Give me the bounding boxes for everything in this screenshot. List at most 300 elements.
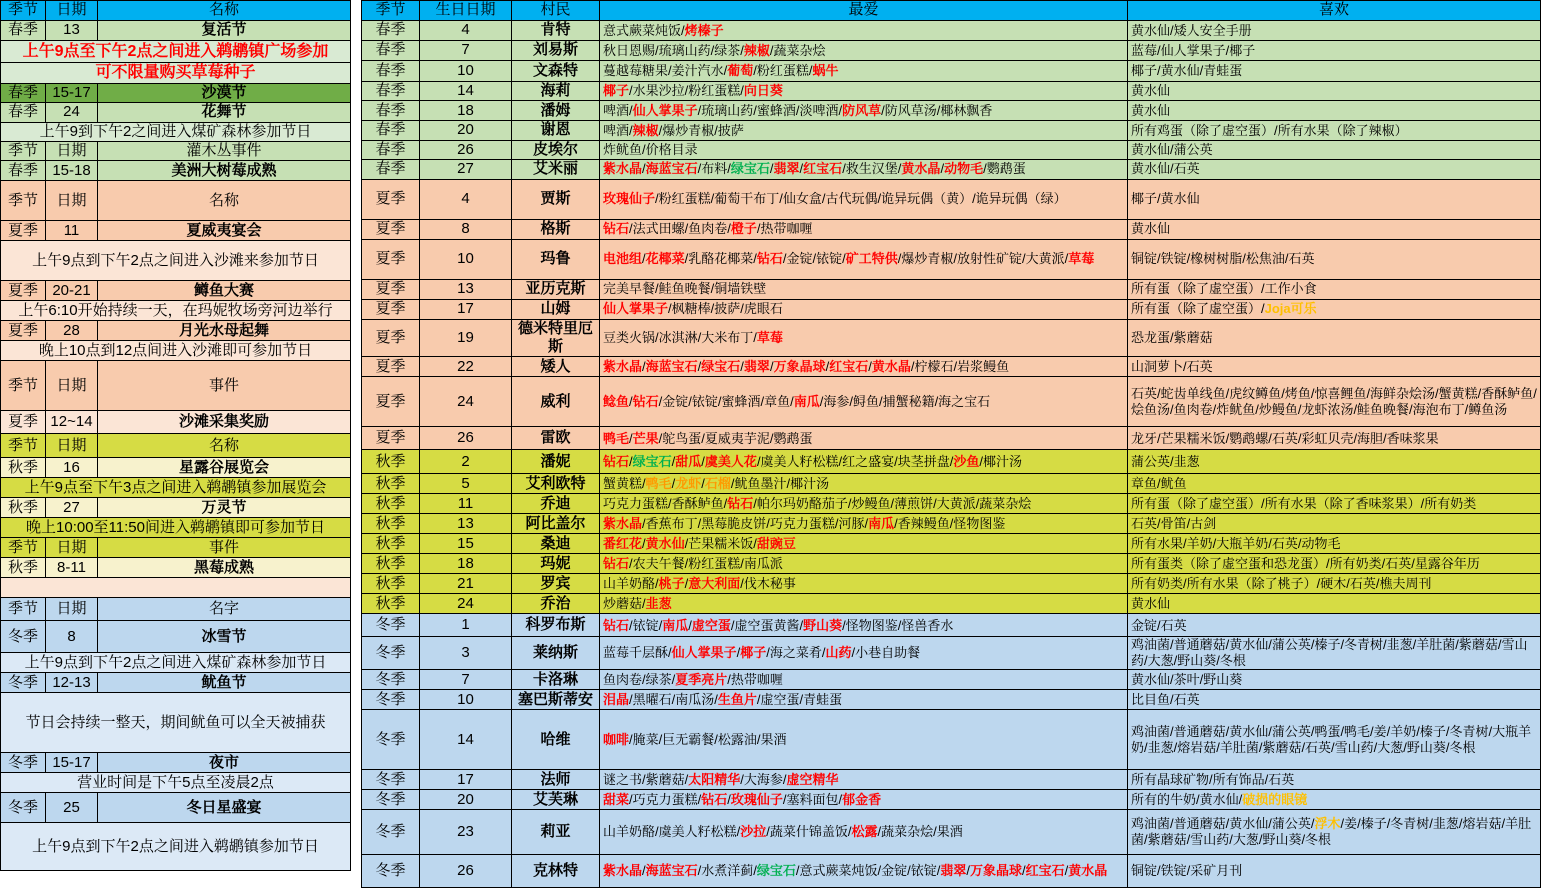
cell-likes[interactable] (1128, 637, 1541, 670)
cell-villager[interactable]: 艾芙琳 (512, 790, 600, 810)
cell-villager[interactable]: 克林特 (512, 855, 600, 888)
cell-date[interactable]: 15-17 (46, 83, 98, 102)
highlighted-item: 泪晶 (603, 691, 630, 707)
festival-note-cell[interactable]: 上午9点至下午3点之间进入鹈鹕镇参加展览会 (1, 478, 351, 498)
cell-festival-name[interactable]: 灌木丛事件 (98, 142, 351, 161)
cell-birthday[interactable]: 14 (420, 710, 512, 770)
cell-season[interactable]: 夏季 (362, 377, 420, 427)
cell-season[interactable]: 冬季 (362, 770, 420, 790)
cell-birthday[interactable]: 13 (420, 279, 512, 299)
cell-birthday[interactable]: 20 (420, 121, 512, 140)
cell-likes[interactable] (1128, 855, 1541, 888)
cell-date[interactable]: 12~14 (46, 411, 98, 434)
cell-loves[interactable] (600, 637, 1128, 670)
highlighted-item: 浮木 (1314, 816, 1341, 832)
highlighted-item: 橙子 (730, 221, 757, 237)
cell-season[interactable]: 冬季 (1, 621, 46, 653)
cell-date[interactable]: 15-18 (46, 161, 98, 181)
cell-birthday[interactable]: 10 (420, 239, 512, 279)
villager-row (362, 450, 1541, 474)
cell-likes[interactable] (1128, 219, 1541, 239)
cell-likes[interactable] (1128, 494, 1541, 514)
cell-villager[interactable]: 潘姆 (512, 101, 600, 121)
festival-note-cell[interactable]: 上午9点到下午2点之间进入煤矿森林参加节日 (1, 653, 351, 673)
cell-villager[interactable]: 格斯 (512, 219, 600, 239)
cell-likes[interactable] (1128, 357, 1541, 377)
cell-birthday[interactable]: 17 (420, 770, 512, 790)
cell-date[interactable]: 日期 (46, 142, 98, 161)
cell-likes[interactable] (1128, 474, 1541, 494)
cell-festival-name[interactable]: 事件 (98, 538, 351, 558)
cell-festival-name[interactable]: 沙漠节 (98, 83, 351, 102)
cell-festival-name[interactable]: 鱿鱼节 (98, 673, 351, 693)
item-text: / (629, 430, 633, 446)
cell-season[interactable]: 夏季 (362, 279, 420, 299)
item-text: / (769, 161, 774, 177)
festival-note-cell[interactable]: 节日会持续一整天，期间鱿鱼可以全天被捕获 (1, 693, 351, 753)
cell-likes[interactable] (1128, 514, 1541, 534)
cell-villager[interactable]: 文森特 (512, 61, 600, 82)
cell-birthday[interactable]: 18 (420, 101, 512, 121)
cell-season[interactable]: 春季 (1, 161, 46, 181)
cell-villager[interactable]: 阿比盖尔 (512, 514, 600, 534)
item-text: 黄水仙/石英 (1131, 161, 1200, 177)
cell-festival-name[interactable]: 花舞节 (98, 102, 351, 122)
cell-birthday[interactable]: 26 (420, 427, 512, 450)
highlighted-item: 绿宝石 (756, 863, 796, 879)
cell-likes[interactable] (1128, 179, 1541, 219)
villager-row (362, 140, 1541, 159)
cell-date[interactable]: 日期 (46, 181, 98, 221)
highlighted-item: 破损的眼镜 (1242, 791, 1308, 807)
highlighted-item: 翡翠 (773, 161, 800, 177)
cell-loves[interactable] (600, 855, 1128, 888)
cell-season[interactable]: 冬季 (362, 614, 420, 637)
cell-season[interactable]: 秋季 (1, 558, 46, 578)
cell-birthday[interactable]: 2 (420, 450, 512, 474)
cell-villager[interactable]: 乔迪 (512, 494, 600, 514)
item-text: 鱼肉卷/绿茶/ (603, 671, 676, 687)
highlighted-item: 翡翠 (743, 359, 770, 375)
item-text: 所有蛋（除了虚空蛋）/ (1131, 301, 1265, 317)
cell-birthday[interactable]: 3 (420, 637, 512, 670)
cell-season[interactable]: 秋季 (362, 450, 420, 474)
cell-festival-name[interactable]: 名称 (98, 181, 351, 221)
cell-villager[interactable]: 玛妮 (512, 554, 600, 574)
cell-season[interactable]: 季节 (1, 434, 46, 458)
header-villager[interactable]: 村民 (512, 1, 600, 21)
cell-season[interactable]: 秋季 (362, 554, 420, 574)
cell-likes[interactable] (1128, 279, 1541, 299)
cell-loves[interactable] (600, 41, 1128, 61)
villager-row (362, 614, 1541, 637)
cell-villager[interactable]: 海莉 (512, 82, 600, 101)
cell-season[interactable]: 季节 (1, 181, 46, 221)
highlighted-item: 矿工特供 (845, 251, 898, 267)
cell-birthday[interactable]: 1 (420, 614, 512, 637)
cell-loves[interactable] (600, 770, 1128, 790)
cell-birthday[interactable]: 4 (420, 21, 512, 41)
cell-villager[interactable]: 罗宾 (512, 574, 600, 594)
cell-season[interactable]: 冬季 (362, 637, 420, 670)
cell-season[interactable]: 春季 (1, 83, 46, 102)
cell-likes[interactable] (1128, 810, 1541, 855)
header-likes[interactable]: 喜欢 (1128, 1, 1541, 21)
cell-likes[interactable] (1128, 121, 1541, 140)
festival-row (1, 102, 351, 122)
cell-villager[interactable]: 莉亚 (512, 810, 600, 855)
cell-loves[interactable] (600, 494, 1128, 514)
highlighted-item: 仙人掌果子 (671, 645, 737, 661)
cell-season[interactable]: 冬季 (362, 690, 420, 710)
cell-season[interactable]: 季节 (1, 1, 46, 21)
cell-season[interactable]: 季节 (1, 598, 46, 621)
cell-festival-name[interactable]: 黑莓成熟 (98, 558, 351, 578)
cell-date[interactable]: 25 (46, 793, 98, 823)
cell-season[interactable]: 夏季 (1, 281, 46, 301)
item-text: /爆炒青椒/披萨 (658, 122, 744, 138)
cell-season[interactable]: 秋季 (362, 514, 420, 534)
cell-season[interactable]: 春季 (362, 121, 420, 140)
cell-villager[interactable]: 潘妮 (512, 450, 600, 474)
cell-season[interactable]: 秋季 (1, 458, 46, 478)
cell-season[interactable]: 冬季 (362, 670, 420, 690)
cell-villager[interactable]: 桑迪 (512, 534, 600, 554)
cell-loves[interactable] (600, 810, 1128, 855)
cell-villager[interactable]: 亚历克斯 (512, 279, 600, 299)
cell-season[interactable]: 冬季 (1, 673, 46, 693)
cell-loves[interactable] (600, 790, 1128, 810)
cell-villager[interactable]: 艾利欧特 (512, 474, 600, 494)
villager-row (362, 810, 1541, 855)
cell-likes[interactable] (1128, 790, 1541, 810)
festival-row (1, 83, 351, 102)
festival-note-cell[interactable]: 营业时间是下午5点至凌晨2点 (1, 773, 351, 793)
cell-likes[interactable] (1128, 534, 1541, 554)
cell-birthday[interactable]: 19 (420, 319, 512, 357)
cell-season[interactable]: 春季 (362, 21, 420, 41)
cell-festival-name[interactable]: 夏威夷宴会 (98, 221, 351, 241)
cell-date[interactable]: 日期 (46, 361, 98, 411)
highlighted-item: 椰子 (603, 83, 630, 99)
cell-season[interactable]: 冬季 (1, 793, 46, 823)
cell-season[interactable]: 夏季 (1, 221, 46, 241)
cell-festival-name[interactable]: 夜市 (98, 753, 351, 773)
cell-date[interactable]: 8 (46, 621, 98, 653)
cell-loves[interactable] (600, 61, 1128, 82)
cell-villager[interactable]: 威利 (512, 377, 600, 427)
cell-festival-name[interactable]: 月光水母起舞 (98, 321, 351, 341)
cell-likes[interactable] (1128, 574, 1541, 594)
cell-festival-name[interactable]: 星露谷展览会 (98, 458, 351, 478)
cell-date[interactable]: 20-21 (46, 281, 98, 301)
highlighted-item: 番红花 (603, 536, 643, 552)
cell-villager[interactable]: 乔治 (512, 594, 600, 614)
cell-villager[interactable]: 卡洛琳 (512, 670, 600, 690)
cell-birthday[interactable]: 11 (420, 494, 512, 514)
cell-likes[interactable] (1128, 710, 1541, 770)
cell-loves[interactable] (600, 574, 1128, 594)
cell-likes[interactable] (1128, 159, 1541, 179)
cell-season[interactable]: 季节 (1, 142, 46, 161)
cell-birthday[interactable]: 14 (420, 82, 512, 101)
highlighted-item: 蜗牛 (812, 63, 839, 79)
cell-festival-name[interactable]: 复活节 (98, 21, 351, 41)
cell-villager[interactable]: 法师 (512, 770, 600, 790)
item-text: 黄水仙 (1131, 221, 1171, 237)
cell-villager[interactable]: 矮人 (512, 357, 600, 377)
cell-likes[interactable] (1128, 690, 1541, 710)
item-text: 石英/蛇齿单线鱼/虎纹鳟鱼/烤鱼/惊喜鲤鱼/海鲜杂烩汤/蟹黄糕/香酥鲈鱼/烩鱼汤/鱼肉卷/炸鱿鱼/炒鳗鱼/龙虾浓汤/鲑鱼晚餐/海泡布丁/鳟鱼汤 (1131, 386, 1537, 417)
cell-season[interactable]: 春季 (362, 61, 420, 82)
cell-loves[interactable] (600, 690, 1128, 710)
festival-note-cell[interactable]: 晚上10:00至11:50间进入鹈鹕镇即可参加节日 (1, 518, 351, 538)
item-text: /意式蕨菜炖饭/金锭/铱锭/ (795, 863, 941, 879)
item-text: / (966, 863, 970, 879)
cell-birthday[interactable]: 10 (420, 690, 512, 710)
cell-birthday[interactable]: 10 (420, 61, 512, 82)
cell-likes[interactable] (1128, 319, 1541, 357)
cell-season[interactable]: 秋季 (362, 594, 420, 614)
cell-villager[interactable]: 肯特 (512, 21, 600, 41)
cell-loves[interactable] (600, 710, 1128, 770)
cell-season[interactable]: 春季 (362, 41, 420, 61)
festival-note-cell[interactable]: 上午6:10开始持续一天，在玛妮牧场旁河边举行 (1, 301, 351, 321)
festival-note-cell[interactable]: 上午9到下午2之间进入煤矿森林参加节日 (1, 122, 351, 141)
cell-season[interactable]: 春季 (1, 102, 46, 122)
cell-season[interactable]: 季节 (1, 538, 46, 558)
cell-birthday[interactable]: 7 (420, 41, 512, 61)
cell-likes[interactable] (1128, 614, 1541, 637)
festival-note-cell[interactable]: 晚上10点到12点间进入沙滩即可参加节日 (1, 341, 351, 361)
festival-note-cell[interactable]: 可不限量购买草莓种子 (1, 63, 351, 84)
cell-loves[interactable] (600, 121, 1128, 140)
cell-season[interactable]: 春季 (362, 82, 420, 101)
item-text: /防风草汤/椰林飘香 (881, 102, 993, 118)
cell-birthday[interactable]: 27 (420, 159, 512, 179)
cell-loves[interactable] (600, 159, 1128, 179)
villager-row (362, 594, 1541, 614)
cell-loves[interactable] (600, 21, 1128, 41)
villager-row (362, 61, 1541, 82)
cell-date[interactable]: 8-11 (46, 558, 98, 578)
cell-festival-name[interactable]: 冰雪节 (98, 621, 351, 653)
cell-loves[interactable] (600, 219, 1128, 239)
cell-villager[interactable]: 哈维 (512, 710, 600, 770)
cell-festival-name[interactable]: 名称 (98, 1, 351, 21)
cell-villager[interactable]: 莱纳斯 (512, 637, 600, 670)
cell-season[interactable]: 春季 (362, 159, 420, 179)
cell-likes[interactable] (1128, 770, 1541, 790)
cell-loves[interactable] (600, 299, 1128, 319)
cell-likes[interactable] (1128, 594, 1541, 614)
cell-date[interactable]: 日期 (46, 538, 98, 558)
cell-season[interactable]: 冬季 (362, 810, 420, 855)
festival-row (1, 558, 351, 578)
cell-loves[interactable] (600, 140, 1128, 159)
header-birthday[interactable]: 生日日期 (420, 1, 512, 21)
cell-season[interactable]: 夏季 (362, 239, 420, 279)
cell-season[interactable]: 夏季 (362, 427, 420, 450)
cell-birthday[interactable]: 22 (420, 357, 512, 377)
cell-birthday[interactable]: 15 (420, 534, 512, 554)
cell-festival-name[interactable]: 冬日星盛宴 (98, 793, 351, 823)
cell-birthday[interactable]: 24 (420, 594, 512, 614)
cell-loves[interactable] (600, 614, 1128, 637)
cell-loves[interactable] (600, 239, 1128, 279)
cell-birthday[interactable]: 26 (420, 140, 512, 159)
cell-likes[interactable] (1128, 21, 1541, 41)
festival-note-cell[interactable]: 上午9点至下午2点之间进入鹈鹕镇广场参加 (1, 41, 351, 63)
item-text: /救生汉堡/ (842, 161, 902, 177)
cell-season[interactable]: 冬季 (1, 753, 46, 773)
item-text: /虞美人籽松糕/红之盛宴/块茎拼盘/ (756, 454, 954, 470)
cell-likes[interactable] (1128, 427, 1541, 450)
cell-likes[interactable] (1128, 450, 1541, 474)
cell-season[interactable]: 秋季 (362, 534, 420, 554)
cell-season[interactable]: 夏季 (1, 321, 46, 341)
cell-villager[interactable]: 玛鲁 (512, 239, 600, 279)
cell-season[interactable]: 秋季 (362, 474, 420, 494)
cell-season[interactable]: 夏季 (362, 299, 420, 319)
cell-festival-name[interactable]: 名称 (98, 434, 351, 458)
cell-villager[interactable]: 德米特里厄斯 (512, 319, 600, 357)
cell-loves[interactable] (600, 279, 1128, 299)
cell-loves[interactable] (600, 357, 1128, 377)
cell-festival-name[interactable]: 事件 (98, 361, 351, 411)
cell-likes[interactable] (1128, 61, 1541, 82)
item-text: /腌菜/巨无霸餐/松露油/果酒 (629, 731, 787, 747)
cell-likes[interactable] (1128, 140, 1541, 159)
cell-loves[interactable] (600, 179, 1128, 219)
cell-date[interactable]: 11 (46, 221, 98, 241)
cell-season[interactable]: 秋季 (1, 498, 46, 518)
item-text: 蓝莓/仙人掌果子/椰子 (1131, 42, 1256, 58)
item-text: 豆类火锅/冰淇淋/大米布丁/ (603, 330, 757, 346)
cell-date[interactable]: 日期 (46, 1, 98, 21)
cell-likes[interactable] (1128, 670, 1541, 690)
cell-season[interactable]: 秋季 (362, 494, 420, 514)
cell-birthday[interactable]: 18 (420, 554, 512, 574)
cell-birthday[interactable]: 26 (420, 855, 512, 888)
festival-note-cell[interactable]: 上午9点到下午2点之间进入沙滩来参加节日 (1, 241, 351, 281)
cell-loves[interactable] (600, 427, 1128, 450)
cell-birthday[interactable]: 4 (420, 179, 512, 219)
cell-date[interactable]: 13 (46, 21, 98, 41)
cell-loves[interactable] (600, 670, 1128, 690)
cell-season[interactable]: 冬季 (362, 790, 420, 810)
cell-loves[interactable] (600, 514, 1128, 534)
cell-villager[interactable]: 刘易斯 (512, 41, 600, 61)
cell-villager[interactable]: 雷欧 (512, 427, 600, 450)
cell-season[interactable]: 冬季 (362, 710, 420, 770)
cell-likes[interactable] (1128, 377, 1541, 427)
item-text: 蒲公英/韭葱 (1131, 454, 1200, 470)
cell-season[interactable]: 夏季 (362, 219, 420, 239)
cell-season[interactable]: 冬季 (362, 855, 420, 888)
cell-villager[interactable]: 谢恩 (512, 121, 600, 140)
cell-villager[interactable]: 山姆 (512, 299, 600, 319)
cell-loves[interactable] (600, 101, 1128, 121)
cell-loves[interactable] (600, 534, 1128, 554)
cell-villager[interactable]: 科罗布斯 (512, 614, 600, 637)
festival-note-cell[interactable] (1, 578, 351, 598)
cell-festival-name[interactable]: 沙滩采集奖励 (98, 411, 351, 434)
cell-date[interactable]: 15-17 (46, 753, 98, 773)
cell-birthday[interactable]: 7 (420, 670, 512, 690)
cell-villager[interactable]: 塞巴斯蒂安 (512, 690, 600, 710)
festival-note-cell[interactable]: 上午9点到下午2点之间进入鹈鹕镇参加节日 (1, 823, 351, 871)
festival-row (1, 321, 351, 341)
cell-likes[interactable] (1128, 299, 1541, 319)
cell-loves[interactable] (600, 450, 1128, 474)
item-text: /乳酪花椰菜/ (684, 251, 757, 267)
cell-likes[interactable] (1128, 41, 1541, 61)
cell-season[interactable]: 春季 (362, 101, 420, 121)
cell-season[interactable]: 夏季 (362, 357, 420, 377)
cell-season[interactable]: 夏季 (1, 411, 46, 434)
cell-date[interactable]: 12-13 (46, 673, 98, 693)
cell-loves[interactable] (600, 319, 1128, 357)
cell-birthday[interactable]: 23 (420, 810, 512, 855)
cell-likes[interactable] (1128, 554, 1541, 574)
festival-row (1, 498, 351, 518)
cell-season[interactable]: 夏季 (362, 319, 420, 357)
cell-birthday[interactable]: 8 (420, 219, 512, 239)
cell-season[interactable]: 夏季 (362, 179, 420, 219)
cell-festival-name[interactable]: 名字 (98, 598, 351, 621)
cell-loves[interactable] (600, 474, 1128, 494)
highlighted-item: 鲶鱼 (603, 394, 630, 410)
cell-birthday[interactable]: 21 (420, 574, 512, 594)
highlighted-item: 仙人掌果子 (632, 102, 698, 118)
item-text: /农夫午餐/粉红蛋糕/南瓜派 (629, 556, 783, 572)
cell-birthday[interactable]: 13 (420, 514, 512, 534)
cell-date[interactable]: 日期 (46, 434, 98, 458)
cell-loves[interactable] (600, 554, 1128, 574)
cell-loves[interactable] (600, 594, 1128, 614)
cell-birthday[interactable]: 17 (420, 299, 512, 319)
cell-date[interactable]: 28 (46, 321, 98, 341)
cell-festival-name[interactable]: 鳟鱼大赛 (98, 281, 351, 301)
cell-likes[interactable] (1128, 239, 1541, 279)
cell-loves[interactable] (600, 377, 1128, 427)
cell-villager[interactable]: 皮埃尔 (512, 140, 600, 159)
cell-villager[interactable]: 艾米丽 (512, 159, 600, 179)
cell-date[interactable]: 27 (46, 498, 98, 518)
cell-season[interactable]: 秋季 (362, 574, 420, 594)
cell-date[interactable]: 24 (46, 102, 98, 122)
cell-loves[interactable] (600, 82, 1128, 101)
cell-season[interactable]: 春季 (1, 21, 46, 41)
cell-season[interactable]: 春季 (362, 140, 420, 159)
cell-date[interactable]: 16 (46, 458, 98, 478)
cell-villager[interactable]: 贾斯 (512, 179, 600, 219)
villager-row (362, 357, 1541, 377)
cell-birthday[interactable]: 20 (420, 790, 512, 810)
cell-birthday[interactable]: 24 (420, 377, 512, 427)
cell-birthday[interactable]: 5 (420, 474, 512, 494)
festival-row (1, 411, 351, 434)
cell-season[interactable]: 季节 (1, 361, 46, 411)
cell-likes[interactable] (1128, 82, 1541, 101)
cell-likes[interactable] (1128, 101, 1541, 121)
header-loves[interactable]: 最爱 (600, 1, 1128, 21)
cell-date[interactable]: 日期 (46, 598, 98, 621)
header-season[interactable]: 季节 (362, 1, 420, 21)
cell-festival-name[interactable]: 美洲大树莓成熟 (98, 161, 351, 181)
cell-festival-name[interactable]: 万灵节 (98, 498, 351, 518)
